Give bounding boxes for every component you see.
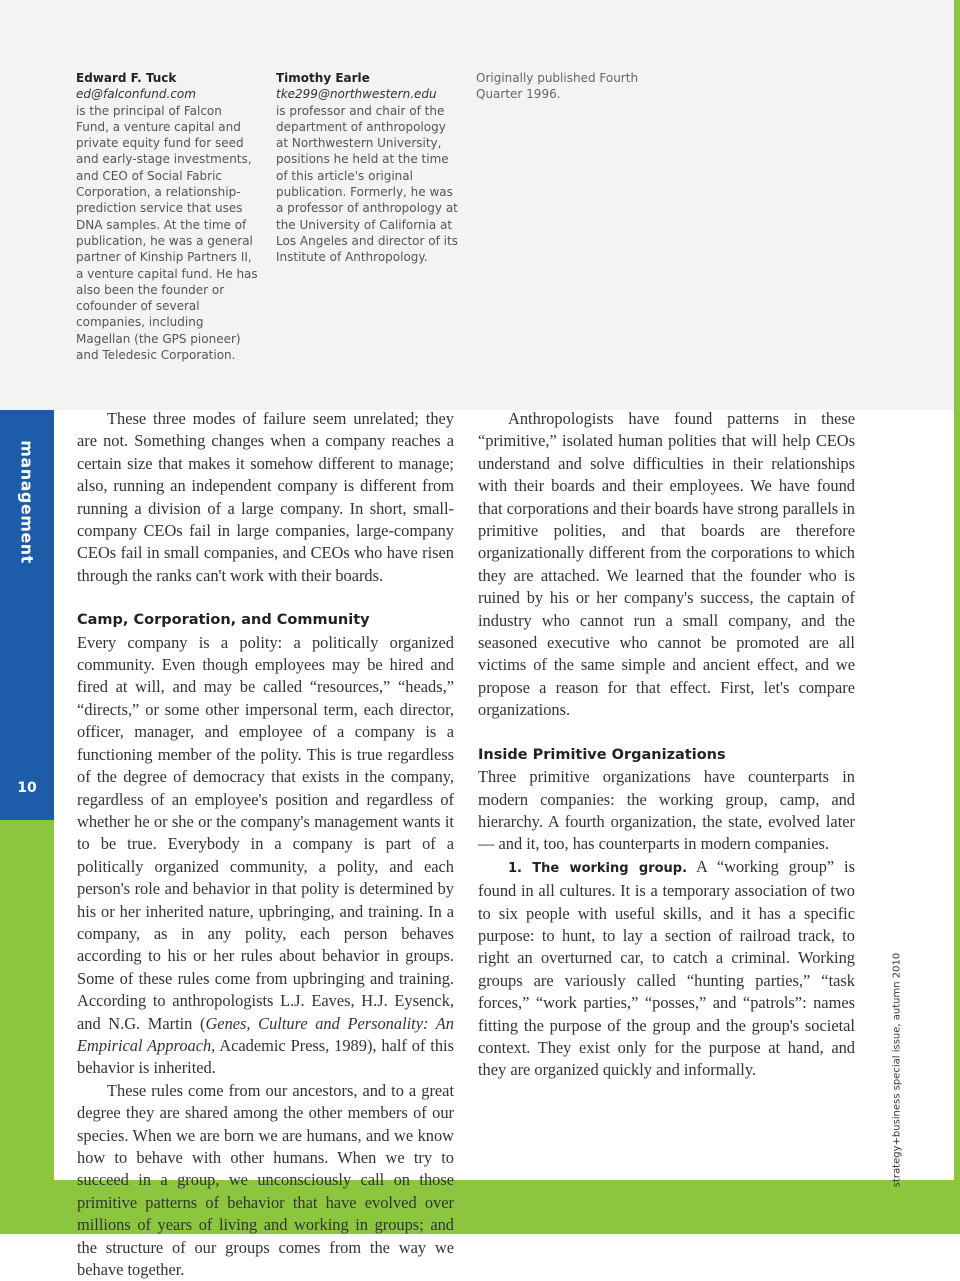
run-in-heading: 1. The working group. bbox=[508, 860, 688, 876]
paragraph-text: A “working group” is found in all cultures. It is a temporary association of two to six people with useful skills, and it has a specific purpose: to hunt, to lay a section of railroad track, to right an overturned car, to catch a criminal. Working groups are variously called “hunting parties,” “task forces,” “work parties,” “posses,” and “patrols”: names fitting the purpose of the group and the group's societal context. They exist only for the purpose at hand, and they are organized quickly and informally. bbox=[478, 856, 855, 1080]
author-bio-tuck bbox=[76, 70, 258, 363]
section-heading: Inside Primitive Organizations bbox=[478, 746, 726, 763]
section-heading: Camp, Corporation, and Community bbox=[77, 612, 370, 629]
section-tab-label: management bbox=[17, 440, 37, 564]
author-name: Edward F. Tuck bbox=[76, 71, 177, 85]
author-bio-text: is professor and chair of the department of anthropology at Northwestern University, positions he held at the time of this article's original publication. Formerly, he was a professor of anthropology at the University of California at Los Angeles and director of its Institute of Anthropology. bbox=[276, 103, 458, 265]
paragraph-text: Academic Press, 1989), half of this behavior is inherited. bbox=[77, 1035, 454, 1078]
green-edge-right bbox=[954, 0, 960, 1234]
body-paragraph bbox=[77, 632, 454, 1080]
citation-title: Genes, Culture and Personality: An Empirical Approach, bbox=[77, 1013, 454, 1055]
body-paragraph: Anthropologists have found patterns in these “primitive,” isolated human polities that will help CEOs understand and solve difficulties in their relationships with their boards and their employees. We have found that corporations and their boards have strong parallels in primitive polities, and that boards are therefore organizationally different from the corporations to which they are attached. We learned that the founder who is ruined by his or her company's success, the captain of industry who cannot run a small company, and the seasoned executive who cannot be promoted are all victims of the same simple and ancient effect, and we propose a reason for that effect. First, let's compare organizations. bbox=[478, 409, 855, 720]
author-bio-earle bbox=[276, 70, 458, 266]
author-bio-text: is the principal of Falcon Fund, a venture capital and private equity fund for seed and early-stage investments, and CEO of Social Fabric Corporation, a relationship-prediction service that uses DNA samples. At the time of publication, he was a general partner of Kinship Partners II, a venture capital fund. He has also been the founder or cofounder of several companies, including Magellan (the GPS pioneer) and Teledesic Corporation. bbox=[76, 103, 258, 363]
body-paragraph: These rules come from our ancestors, and to a great degree they are shared among the other members of our species. When we are born we are humans, and we know how to behave with other humans. When we try to succeed in a group, we unconsciously call on those primitive patterns of behavior that have evolved over millions of years of living and working in groups; and the structure of our groups comes from the way we behave together. bbox=[77, 1080, 454, 1280]
body-paragraph: Three primitive organizations have counterparts in modern companies: the working group, camp, and hierarchy. A fourth organization, the state, evolved later — and it, too, has counterparts in modern companies. bbox=[478, 767, 855, 854]
green-edge-left bbox=[0, 820, 54, 1234]
body-column-right bbox=[478, 408, 855, 1082]
page-number: 10 bbox=[17, 780, 37, 796]
author-name: Timothy Earle bbox=[276, 71, 370, 85]
publication-note: Originally published Fourth Quarter 1996. bbox=[476, 71, 639, 102]
body-column-left bbox=[77, 408, 454, 1281]
body-paragraph: These three modes of failure seem unrelated; they are not. Something changes when a company reaches a certain size that makes it somehow different to manage; also, running an independent company is different from running a division of a large company. In short, small-company CEOs fail in large companies, large-company CEOs fail in small companies, and CEOs who have risen through the ranks can't work with their boards. bbox=[77, 409, 454, 585]
author-email[interactable]: tke299@northwestern.edu bbox=[276, 87, 437, 102]
spine-publication-text: strategy+business special issue, autumn 2010 bbox=[891, 952, 903, 1188]
body-paragraph bbox=[478, 856, 855, 1082]
author-email[interactable]: ed@falconfund.com bbox=[76, 87, 196, 102]
paragraph-text: Every company is a polity: a politically organized community. Even though employees may be hired and fired at will, and may be called “resources,” “heads,” “directs,” or some other impersonal term, each director, officer, manager, and employee of a company is a functioning member of the polity. This is true regardless of the degree of democracy that exists in the company, regardless of an employee's position and regardless of whether he or she or the company's management wants it to be true. Everybody in a company is part of a politically organized community, a polity, and each person's role and behavior in that polity is determined by his or her inherited nature, upbringing, and training. In a company, as in any polity, each person behaves according to his or her rules about behavior in groups. Some of these rules come from upbringing and training. According to anthropologists L.J. Eaves, H.J. Eysenck, and N.G. Martin ( bbox=[77, 632, 454, 1033]
